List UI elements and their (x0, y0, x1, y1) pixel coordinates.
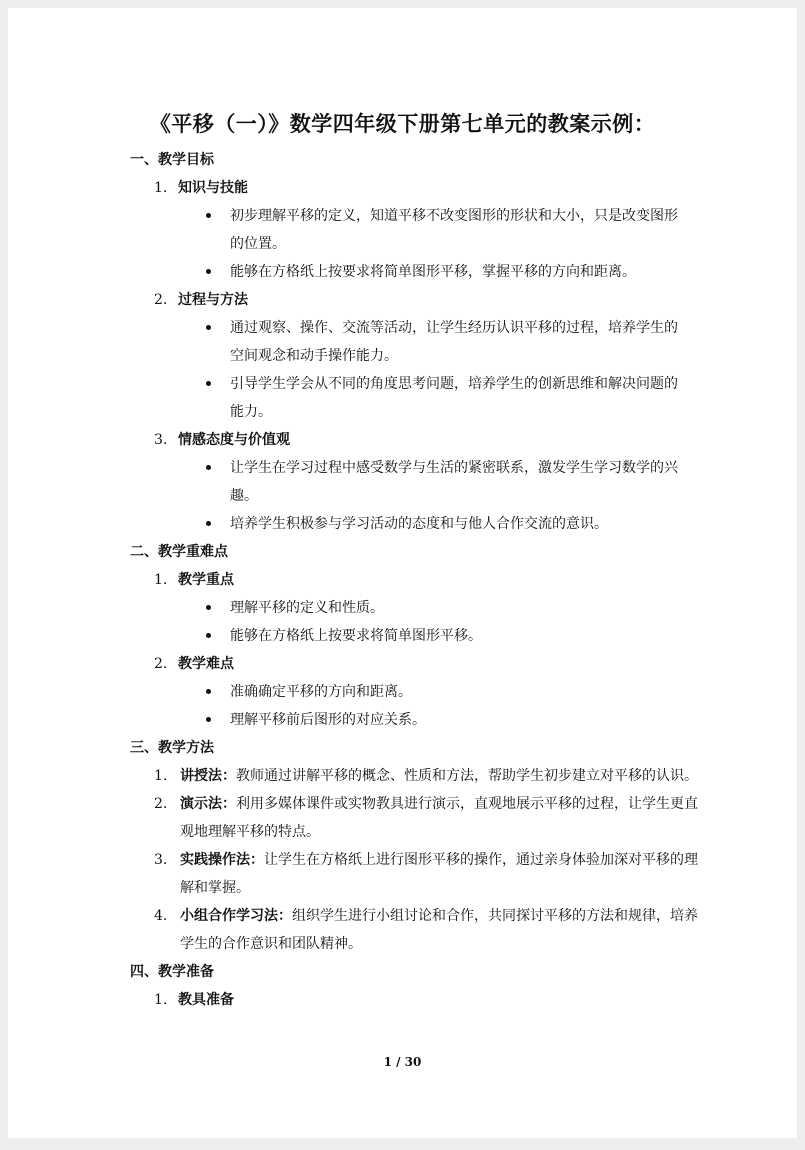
subsection-title: 教学难点 (178, 656, 234, 672)
bullet-icon (206, 605, 211, 610)
list-item-text: 能够在方格纸上按要求将简单图形平移，掌握平移的方向和距离。 (230, 264, 636, 280)
section-heading: 二、教学重难点 (130, 544, 228, 560)
list-number: 2. (154, 292, 168, 308)
method-text: 组织学生进行小组讨论和合作，共同探讨平移的方法和规律，培养学生的合作意识和团队精神。 (180, 908, 698, 952)
subsection-title: 教具准备 (178, 992, 234, 1008)
bullet-icon (206, 633, 211, 638)
section-heading: 三、教学方法 (130, 740, 214, 756)
subsection-heading (120, 650, 700, 678)
bullet-icon (206, 465, 211, 470)
method-label: 演示法： (180, 796, 236, 812)
list-number: 3. (154, 432, 168, 448)
method-label: 讲授法： (180, 768, 236, 784)
list-number: 2. (154, 796, 168, 812)
list-item-text: 培养学生积极参与学习活动的态度和与他人合作交流的意识。 (230, 516, 608, 532)
subsection-heading (120, 426, 700, 454)
subsection-title: 知识与技能 (178, 180, 248, 196)
document-title: 《平移（一）》数学四年级下册第七单元的教案示例： (149, 111, 656, 136)
list-item-text: 引导学生学会从不同的角度思考问题，培养学生的创新思维和解决问题的能力。 (230, 376, 678, 420)
document-body (120, 146, 700, 1014)
list-item (120, 622, 700, 650)
subsection-title: 教学重点 (178, 572, 234, 588)
method-text: 利用多媒体课件或实物教具进行演示，直观地展示平移的过程，让学生更直观地理解平移的特点。 (180, 796, 698, 840)
method-item (120, 846, 700, 902)
subsection-heading (120, 286, 700, 314)
list-item (120, 706, 700, 734)
subsection-heading (120, 566, 700, 594)
bullet-icon (206, 213, 211, 218)
subsection-title: 情感态度与价值观 (178, 432, 290, 448)
subsection-heading (120, 174, 700, 202)
list-item-text: 理解平移前后图形的对应关系。 (230, 712, 426, 728)
method-text: 让学生在方格纸上进行图形平移的操作，通过亲身体验加深对平移的理解和掌握。 (180, 852, 698, 896)
method-label: 实践操作法： (180, 852, 264, 868)
list-number: 1. (154, 180, 168, 196)
document-page (8, 8, 797, 1138)
bullet-icon (206, 717, 211, 722)
subsection-title: 过程与方法 (178, 292, 248, 308)
bullet-icon (206, 689, 211, 694)
list-number: 3. (154, 852, 168, 868)
list-item-text: 初步理解平移的定义，知道平移不改变图形的形状和大小，只是改变图形的位置。 (230, 208, 678, 252)
subsection-heading (120, 986, 700, 1014)
list-number: 2. (154, 656, 168, 672)
method-item (120, 762, 700, 790)
list-item-text: 能够在方格纸上按要求将简单图形平移。 (230, 628, 482, 644)
list-item (120, 370, 700, 426)
list-item-text: 理解平移的定义和性质。 (230, 600, 384, 616)
method-text: 教师通过讲解平移的概念、性质和方法，帮助学生初步建立对平移的认识。 (236, 768, 698, 784)
list-number: 1. (154, 572, 168, 588)
bullet-icon (206, 325, 211, 330)
list-item (120, 678, 700, 706)
bullet-icon (206, 381, 211, 386)
method-item (120, 902, 700, 958)
method-label: 小组合作学习法： (180, 908, 292, 924)
list-item-text: 让学生在学习过程中感受数学与生活的紧密联系，激发学生学习数学的兴趣。 (230, 460, 678, 504)
list-item (120, 510, 700, 538)
list-item (120, 202, 700, 258)
section-heading: 一、教学目标 (130, 152, 214, 168)
list-item-text: 通过观察、操作、交流等活动，让学生经历认识平移的过程，培养学生的空间观念和动手操作能力。 (230, 320, 678, 364)
list-item-text: 准确确定平移的方向和距离。 (230, 684, 412, 700)
bullet-icon (206, 269, 211, 274)
section-heading: 四、教学准备 (130, 964, 214, 980)
list-item (120, 314, 700, 370)
bullet-icon (206, 521, 211, 526)
page-number: 1 / 30 (383, 1055, 422, 1069)
list-item (120, 454, 700, 510)
method-item (120, 790, 700, 846)
list-number: 1. (154, 992, 168, 1008)
list-item (120, 594, 700, 622)
list-number: 1. (154, 768, 168, 784)
list-number: 4. (154, 908, 168, 924)
list-item (120, 258, 700, 286)
